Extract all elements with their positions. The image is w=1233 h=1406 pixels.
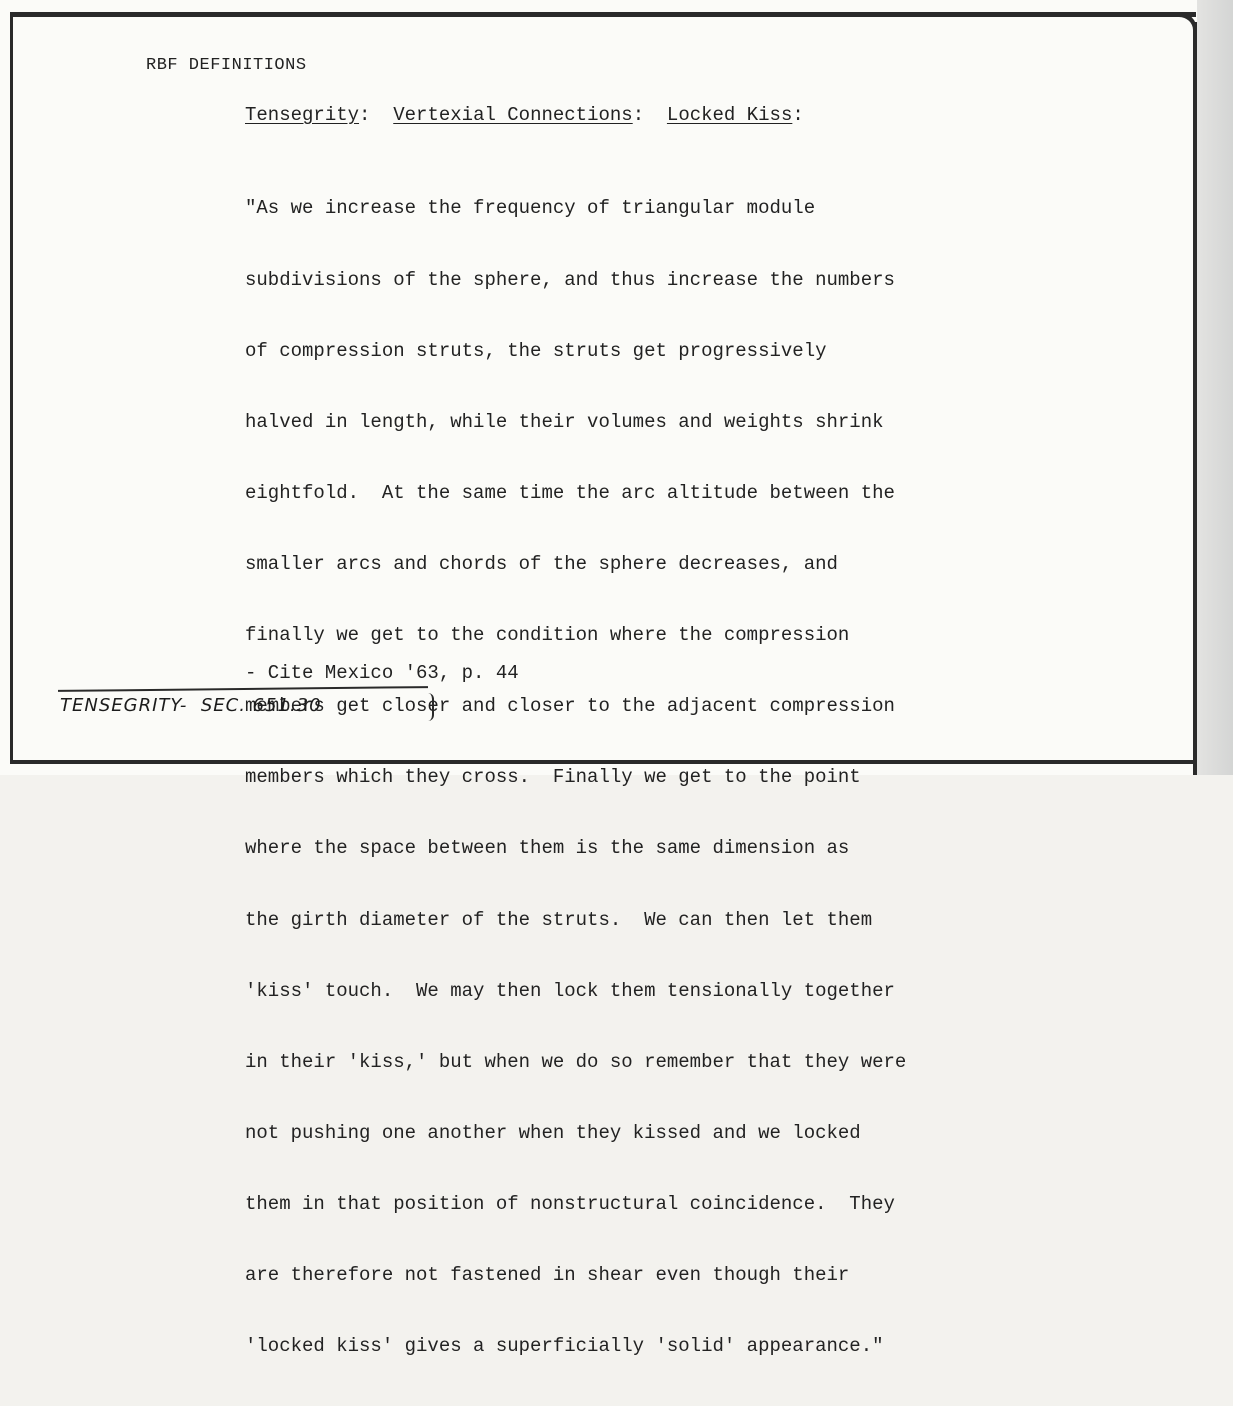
- card-border-top: [10, 12, 1196, 17]
- topic-vertexial-connections: Vertexial Connections: [393, 104, 633, 126]
- card-header: RBF DEFINITIONS: [146, 56, 307, 75]
- quote-line: in their 'kiss,' but when we do so remember that they were: [245, 1050, 907, 1073]
- topic-line: [245, 104, 804, 126]
- handwritten-bracket: [426, 693, 434, 721]
- quote-line: finally we get to the condition where the compression: [245, 624, 850, 647]
- quote-line: not pushing one another when they kissed and we locked: [245, 1121, 861, 1144]
- quote-line: members which they cross. Finally we get to the point: [245, 766, 861, 789]
- quote-line: are therefore not fastened in shear even though their: [245, 1264, 850, 1287]
- card-corner: [1160, 12, 1197, 42]
- quote-line: halved in length, while their volumes and weights shrink: [245, 410, 884, 433]
- quote-line: members get closer and closer to the adjacent compression: [245, 695, 895, 718]
- scan-margin: [1197, 0, 1233, 775]
- card-border-right: [1193, 22, 1197, 775]
- topic-end-colon: :: [792, 104, 804, 126]
- quote-line: 'kiss' touch. We may then lock them tensionally together: [245, 979, 895, 1002]
- quote-line: eightfold. At the same time the arc altitude between the: [245, 481, 895, 504]
- card-border-left: [10, 12, 13, 764]
- quote-line: where the space between them is the same dimension as: [245, 837, 850, 860]
- quote-line: the girth diameter of the struts. We can then let them: [245, 908, 873, 931]
- citation: - Cite Mexico '63, p. 44: [245, 662, 519, 684]
- quote-line: subdivisions of the sphere, and thus increase the numbers: [245, 268, 895, 291]
- quote-line: "As we increase the frequency of triangular module: [245, 197, 816, 220]
- quote-line: smaller arcs and chords of the sphere decreases, and: [245, 552, 838, 575]
- quote-line: of compression struts, the struts get progressively: [245, 339, 827, 362]
- topic-tensegrity: Tensegrity: [245, 104, 360, 126]
- quote-text: [245, 150, 1065, 1406]
- quote-line: them in that position of nonstructural coincidence. They: [245, 1192, 895, 1215]
- topic-separator: :: [632, 104, 667, 126]
- topic-separator: :: [359, 104, 394, 126]
- topic-locked-kiss: Locked Kiss: [666, 104, 793, 126]
- quote-line: 'locked kiss' gives a superficially 'solid' appearance.": [245, 1335, 884, 1358]
- handwritten-note: TENSEGRITY- SEC. 651.30: [60, 695, 322, 716]
